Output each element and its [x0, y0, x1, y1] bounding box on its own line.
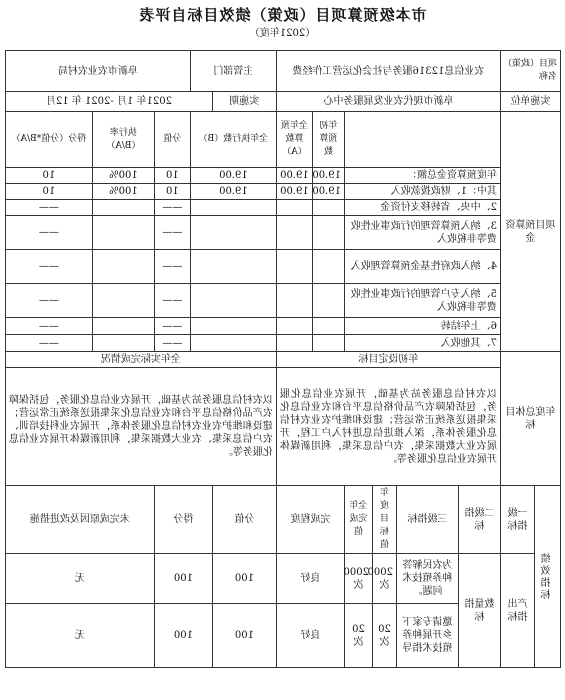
- budget-exec: 19.00: [190, 184, 276, 200]
- budget-full: [276, 216, 312, 250]
- budget-exec: [190, 284, 276, 318]
- perf-lvl2: 数量指标: [458, 554, 500, 668]
- budget-rate: [92, 200, 154, 216]
- budget-full: 19.00: [276, 184, 312, 200]
- perf-actual: 2000次: [344, 554, 372, 604]
- budget-weight: ——: [154, 250, 190, 284]
- perf-weight: 100: [212, 554, 276, 604]
- header-full-year-exec: 全年执行数（B）: [190, 112, 276, 168]
- budget-row-label: 6、上年结转: [344, 318, 500, 335]
- page-title: 市本级预算项目（政策）绩效目标自评表: [138, 6, 427, 24]
- goals-section-label: 年度总体目标: [500, 352, 560, 486]
- budget-exec: [190, 200, 276, 216]
- dept-value: 阜新市农业农村局: [5, 51, 190, 92]
- budget-rate: [92, 250, 154, 284]
- budget-rate: [92, 335, 154, 352]
- budget-row-label: 年度预算资金总额：: [344, 168, 500, 184]
- perf-header-weight: 分值: [212, 486, 276, 554]
- perf-actual: 20次: [344, 604, 372, 668]
- budget-annual: [312, 200, 344, 216]
- perf-header-actual: 全年完成值: [344, 486, 372, 554]
- period-value: 2021年 1月 -2021 年 12月: [5, 92, 212, 112]
- budget-weight: 10: [154, 184, 190, 200]
- perf-grade: 良好: [276, 604, 344, 668]
- budget-weight: ——: [154, 335, 190, 352]
- header-score: 得分（分值*B/A）: [5, 112, 92, 168]
- goals-target-text: 以农村信息服务站为基础，开展农业信息化服务，包括保障农产品价格信息平台和农业信息化采集报送系统正常运营；建设和维护农业农村信息化服务体系，深入推进信息进村入户工程，开展农业大数据采集，农户信息采集，利用新媒体开展农业信息化服务等。: [276, 368, 500, 486]
- budget-weight: ——: [154, 284, 190, 318]
- goals-body-row: [5, 368, 560, 486]
- project-name-value: 农业信息12316服务与社会化运营工作经费: [276, 51, 500, 92]
- goals-header-row: [5, 352, 560, 368]
- perf-header-lvl3: 三级指标: [396, 486, 458, 554]
- budget-score: 10: [5, 168, 92, 184]
- perf-header-grade: 完成程度: [276, 486, 344, 554]
- budget-full: [276, 200, 312, 216]
- budget-annual: [312, 216, 344, 250]
- project-name-label: 项目（政策）名称: [500, 51, 560, 92]
- budget-full: 19.00: [276, 168, 312, 184]
- perf-target: 20次: [372, 604, 396, 668]
- perf-lvl1: 产出指标: [500, 554, 534, 668]
- header-full-year-budget: 全年预算数（A）: [276, 112, 312, 168]
- budget-exec: [190, 335, 276, 352]
- budget-header-row: [5, 112, 560, 168]
- impl-row: [5, 92, 560, 112]
- budget-section-label: 项目预算资金: [500, 112, 560, 352]
- budget-annual: 19.00: [312, 168, 344, 184]
- budget-row: [5, 284, 560, 318]
- project-name-row: [5, 51, 560, 92]
- perf-lvl3: 邀请专家下乡开展种养殖技术指导: [396, 604, 458, 668]
- budget-full: [276, 250, 312, 284]
- budget-full: [276, 284, 312, 318]
- perf-header-lvl2: 二级指标: [458, 486, 500, 554]
- budget-score: ——: [5, 335, 92, 352]
- goals-actual-text: 以农村信息服务站为基础，开展农业信息化服务，包括保障农产品价格信息平台和农业信息化采集报送系统正常运营；建设和维护农业农村信息化服务体系，开展农业科技培训、农户信息采集、农业大数据采集，利用新媒体开展农业信息化服务等。: [5, 368, 276, 486]
- header-annual-budget: 年初预算数: [312, 112, 344, 168]
- budget-exec: [190, 250, 276, 284]
- budget-full: [276, 335, 312, 352]
- header-exec-rate: 执行率（B/A）: [92, 112, 154, 168]
- budget-score: ——: [5, 284, 92, 318]
- budget-annual: [312, 250, 344, 284]
- budget-score: ——: [5, 216, 92, 250]
- perf-lvl3: 为农民解答种养殖技术问题。: [396, 554, 458, 604]
- dept-label: 主管部门: [190, 51, 276, 92]
- budget-rate: [92, 216, 154, 250]
- perf-header-target: 年度目标值: [372, 486, 396, 554]
- budget-annual: [312, 318, 344, 335]
- budget-rate: [92, 318, 154, 335]
- perf-header-row: [5, 486, 560, 554]
- budget-weight: ——: [154, 200, 190, 216]
- budget-weight: ——: [154, 216, 190, 250]
- budget-row-label: 2、中央、省转移支付资金: [344, 200, 500, 216]
- perf-reason: 无: [5, 604, 154, 668]
- budget-row: [5, 216, 560, 250]
- budget-score: ——: [5, 318, 92, 335]
- budget-row: [5, 335, 560, 352]
- budget-score: 10: [5, 184, 92, 200]
- perf-header-lvl1: 一级指标: [500, 486, 534, 554]
- perf-side-label-cell: [535, 486, 561, 668]
- perf-reason: 无: [5, 554, 154, 604]
- budget-row-label: 5、纳入专户管理的行政事业性收费等非税收入: [344, 284, 500, 318]
- evaluation-table: [5, 50, 561, 668]
- perf-header-reason: 未完成原因及改进措施: [5, 486, 154, 554]
- budget-score: ——: [5, 250, 92, 284]
- budget-weight: 10: [154, 168, 190, 184]
- perf-header-score: 得分: [154, 486, 212, 554]
- budget-score: ——: [5, 200, 92, 216]
- budget-rate: 100%: [92, 168, 154, 184]
- budget-exec: [190, 216, 276, 250]
- budget-row-label: 7、其他收入: [344, 335, 500, 352]
- perf-score: 100: [154, 554, 212, 604]
- budget-rate: [92, 284, 154, 318]
- budget-exec: [190, 318, 276, 335]
- budget-exec: 19.00: [190, 168, 276, 184]
- budget-weight: ——: [154, 318, 190, 335]
- budget-annual: 19.00: [312, 184, 344, 200]
- budget-row: [5, 250, 560, 284]
- budget-row-label: 4、纳入政府性基金预算管理收入: [344, 250, 500, 284]
- impl-unit-label: 实施单位: [500, 92, 560, 112]
- perf-side-label: 绩效指标: [542, 552, 553, 601]
- budget-row: [5, 318, 560, 335]
- impl-unit-value: 阜新市现代农业发展服务中心: [276, 92, 500, 112]
- perf-score: 100: [154, 604, 212, 668]
- perf-weight: 100: [212, 604, 276, 668]
- perf-target: 2000次: [372, 554, 396, 604]
- budget-annual: [312, 335, 344, 352]
- header-score-weight: 分值: [154, 112, 190, 168]
- perf-row: [5, 554, 560, 604]
- page-subtitle: （2021年度）: [249, 28, 316, 39]
- goals-target-header: 年初设定目标: [276, 352, 500, 368]
- period-label: 实施期: [212, 92, 276, 112]
- budget-annual: [312, 284, 344, 318]
- budget-rate: 100%: [92, 184, 154, 200]
- budget-row: [5, 184, 560, 200]
- budget-row: [5, 168, 560, 184]
- perf-grade: 良好: [276, 554, 344, 604]
- budget-row: [5, 200, 560, 216]
- budget-row-label: 其中：1、财政拨款收入: [344, 184, 500, 200]
- goals-actual-header: 全年实际完成情况: [5, 352, 276, 368]
- budget-row-label: 3、纳入预算管理的行政事业性收费等非税收入: [344, 216, 500, 250]
- budget-full: [276, 318, 312, 335]
